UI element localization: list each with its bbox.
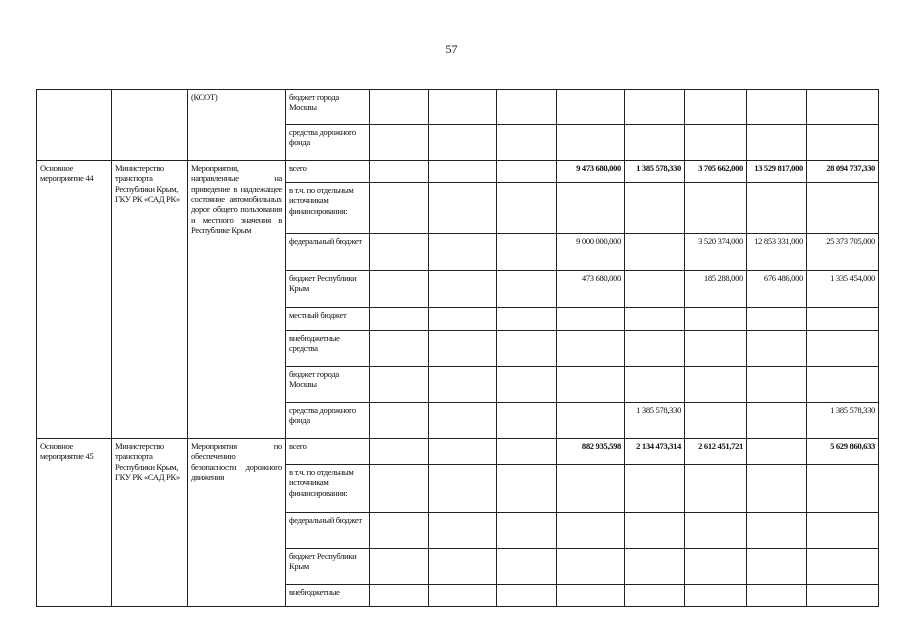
table-cell: [747, 125, 807, 161]
table-cell: [497, 161, 557, 183]
table-cell: 13 529 817,000: [747, 161, 807, 183]
table-cell: [497, 465, 557, 513]
table-cell: [625, 90, 685, 125]
table-cell: Министерство транспорта Республики Крым, ГКУ РК «САД РК»: [112, 161, 188, 439]
table-cell: [497, 183, 557, 234]
table-cell: внебюджетные: [286, 585, 370, 607]
table-cell: в т.ч. по отдельным источникам финансирования:: [286, 465, 370, 513]
table-cell: Основное мероприятие 44: [37, 161, 112, 439]
table-cell: [370, 465, 429, 513]
table-cell: [685, 403, 747, 439]
table-cell: [557, 125, 625, 161]
table-cell: [37, 90, 112, 161]
table-cell: бюджет Республики Крым: [286, 271, 370, 308]
table-cell: [807, 183, 879, 234]
table-cell: [370, 125, 429, 161]
table-cell: [429, 585, 497, 607]
table-cell: [557, 549, 625, 585]
table-cell: [747, 549, 807, 585]
table-cell: [625, 234, 685, 271]
table-cell: 25 373 705,000: [807, 234, 879, 271]
table-cell: (КСОТ): [188, 90, 286, 161]
table-cell: [497, 125, 557, 161]
table-cell: [747, 439, 807, 465]
table-cell: [625, 308, 685, 331]
table-cell: [429, 308, 497, 331]
table-cell: [429, 549, 497, 585]
table-row: [37, 161, 879, 183]
page-number: 57: [445, 42, 458, 56]
table-cell: 676 486,000: [747, 271, 807, 308]
table-cell: [685, 367, 747, 403]
budget-table: [36, 89, 879, 607]
table-cell: 1 385 578,330: [625, 161, 685, 183]
table-cell: [625, 331, 685, 367]
table-cell: [429, 183, 497, 234]
table-cell: [625, 367, 685, 403]
table-cell: 185 288,000: [685, 271, 747, 308]
table-cell: [370, 234, 429, 271]
table-cell: [807, 125, 879, 161]
table-cell: [685, 513, 747, 549]
table-cell: [807, 90, 879, 125]
table-cell: [370, 161, 429, 183]
table-cell: [497, 403, 557, 439]
table-cell: [557, 367, 625, 403]
table-cell: [625, 125, 685, 161]
table-cell: [497, 331, 557, 367]
table-cell: [370, 439, 429, 465]
table-row: [37, 439, 879, 465]
table-cell: 3 520 374,000: [685, 234, 747, 271]
table-cell: [557, 331, 625, 367]
table-cell: 2 134 473,314: [625, 439, 685, 465]
table-cell: [747, 183, 807, 234]
table-cell: всего: [286, 161, 370, 183]
table-cell: [807, 331, 879, 367]
table-cell: [370, 331, 429, 367]
table-cell: 1 385 578,330: [807, 403, 879, 439]
table-cell: [370, 90, 429, 125]
table-cell: 882 935,598: [557, 439, 625, 465]
table-cell: [807, 513, 879, 549]
table-cell: бюджет города Москвы: [286, 90, 370, 125]
table-cell: [429, 234, 497, 271]
table-cell: [429, 367, 497, 403]
table-cell: [807, 308, 879, 331]
table-cell: [747, 308, 807, 331]
table-cell: [557, 465, 625, 513]
table-cell: 12 853 331,000: [747, 234, 807, 271]
table-cell: [625, 271, 685, 308]
table-cell: средства дорожного фонда: [286, 125, 370, 161]
table-cell: [429, 161, 497, 183]
table-cell: местный бюджет: [286, 308, 370, 331]
table-cell: [685, 549, 747, 585]
table-cell: [370, 585, 429, 607]
table-cell: Основное мероприятие 45: [37, 439, 112, 607]
table-cell: 1 385 578,330: [625, 403, 685, 439]
table-cell: в т.ч. по отдельным источникам финансирования:: [286, 183, 370, 234]
table-cell: [370, 308, 429, 331]
table-cell: [685, 585, 747, 607]
table-cell: [625, 513, 685, 549]
table-cell: [497, 308, 557, 331]
table-cell: [429, 439, 497, 465]
table-cell: [685, 125, 747, 161]
table-cell: средства дорожного фонда: [286, 403, 370, 439]
table-cell: [370, 271, 429, 308]
table-cell: 3 705 662,000: [685, 161, 747, 183]
table-cell: [370, 367, 429, 403]
table-cell: [625, 585, 685, 607]
table-cell: [497, 234, 557, 271]
table-cell: [429, 403, 497, 439]
table-cell: 9 473 680,000: [557, 161, 625, 183]
table-cell: 473 680,000: [557, 271, 625, 308]
table-cell: [557, 183, 625, 234]
table-cell: [370, 549, 429, 585]
table-cell: [747, 513, 807, 549]
table-cell: [429, 90, 497, 125]
table-cell: Министерство транспорта Республики Крым, ГКУ РК «САД РК»: [112, 439, 188, 607]
table-cell: 1 335 454,000: [807, 271, 879, 308]
table-cell: [747, 331, 807, 367]
table-cell: [625, 549, 685, 585]
table-cell: [112, 90, 188, 161]
table-cell: [685, 183, 747, 234]
table-cell: 9 000 000,000: [557, 234, 625, 271]
table-cell: [685, 331, 747, 367]
table-cell: [747, 403, 807, 439]
budget-table-body: [37, 90, 879, 607]
table-cell: [497, 513, 557, 549]
table-cell: федеральный бюджет: [286, 513, 370, 549]
table-cell: [429, 271, 497, 308]
table-cell: [370, 183, 429, 234]
table-cell: [497, 549, 557, 585]
table-cell: [370, 403, 429, 439]
table-cell: [685, 308, 747, 331]
table-cell: [747, 585, 807, 607]
table-cell: [429, 513, 497, 549]
table-cell: [747, 367, 807, 403]
table-cell: Мероприятия по обеспечению безопасности дорожного движения: [188, 439, 286, 607]
table-cell: [497, 439, 557, 465]
table-cell: [747, 90, 807, 125]
table-cell: Мероприятия, направленные на приведение в надлежащее состояние автомобильных дорог общего пользования и местного значения в Республике Крым: [188, 161, 286, 439]
table-cell: [497, 585, 557, 607]
table-cell: [497, 90, 557, 125]
table-cell: [747, 465, 807, 513]
table-cell: [370, 513, 429, 549]
table-cell: всего: [286, 439, 370, 465]
table-cell: [625, 465, 685, 513]
table-cell: [429, 125, 497, 161]
table-cell: федеральный бюджет: [286, 234, 370, 271]
table-cell: 2 612 451,721: [685, 439, 747, 465]
table-cell: 5 629 860,633: [807, 439, 879, 465]
table-cell: [429, 465, 497, 513]
table-cell: [807, 367, 879, 403]
table-cell: [497, 271, 557, 308]
table-cell: бюджет Республики Крым: [286, 549, 370, 585]
table-cell: [557, 585, 625, 607]
table-cell: [807, 585, 879, 607]
table-cell: 28 094 737,330: [807, 161, 879, 183]
table-cell: [685, 90, 747, 125]
table-cell: [557, 308, 625, 331]
table-cell: [807, 549, 879, 585]
table-cell: [497, 367, 557, 403]
table-row: [37, 90, 879, 125]
table-cell: [557, 403, 625, 439]
table-cell: [429, 331, 497, 367]
table-cell: [625, 183, 685, 234]
table-cell: [557, 513, 625, 549]
table-cell: [807, 465, 879, 513]
table-cell: [685, 465, 747, 513]
table-cell: [557, 90, 625, 125]
table-cell: бюджет города Москвы: [286, 367, 370, 403]
table-cell: внебюджетные средства: [286, 331, 370, 367]
